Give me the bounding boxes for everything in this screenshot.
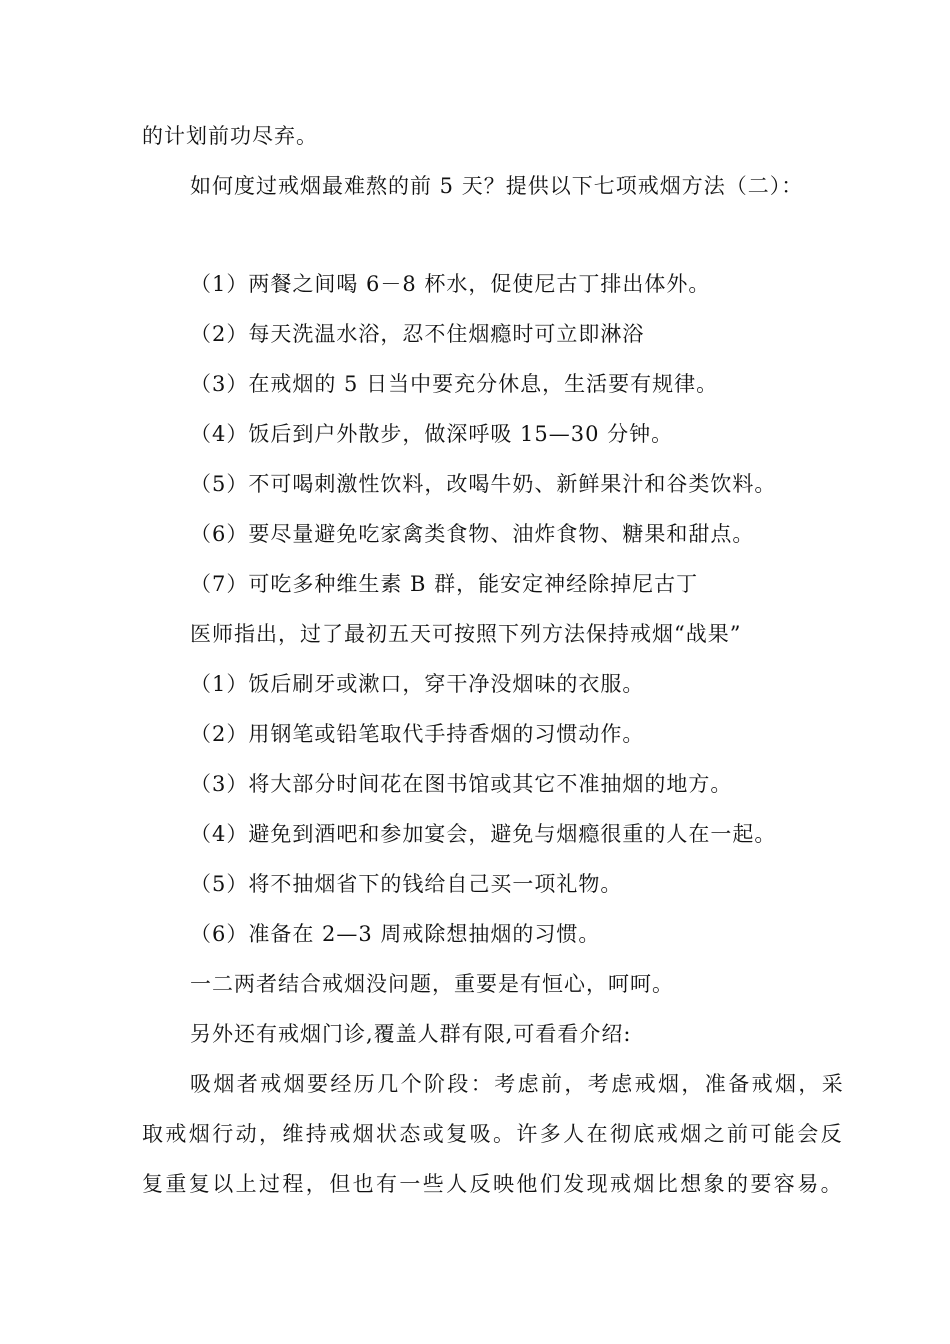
paragraph-line-3: 复重复以上过程，但也有一些人反映他们发现戒烟比想象的要容易。	[142, 1172, 844, 1196]
list-item-method-3: （3）在戒烟的 5 日当中要充分休息，生活要有规律。	[190, 372, 719, 396]
list-item-method-7: （7）可吃多种维生素 B 群，能安定神经除掉尼古丁	[190, 572, 699, 596]
list-item-keep-6: （6）准备在 2—3 周戒除想抽烟的习惯。	[190, 922, 601, 946]
paragraph-line-2: 取戒烟行动，维持戒烟状态或复吸。许多人在彻底戒烟之前可能会反	[142, 1122, 844, 1146]
text-line-summary: 一二两者结合戒烟没问题，重要是有恒心，呵呵。	[190, 972, 674, 996]
list-item-method-6: （6）要尽量避免吃家禽类食物、油炸食物、糖果和甜点。	[190, 522, 755, 546]
list-item-method-2: （2）每天洗温水浴，忍不住烟瘾时可立即淋浴	[190, 322, 645, 346]
list-item-method-4: （4）饭后到户外散步，做深呼吸 15—30 分钟。	[190, 422, 674, 446]
text-line-intro: 如何度过戒烟最难熬的前 5 天？提供以下七项戒烟方法（二）：	[190, 174, 804, 198]
list-item-keep-3: （3）将大部分时间花在图书馆或其它不准抽烟的地方。	[190, 772, 733, 796]
list-item-keep-4: （4）避免到酒吧和参加宴会，避免与烟瘾很重的人在一起。	[190, 822, 777, 846]
list-item-keep-2: （2）用钢笔或铅笔取代手持香烟的习惯动作。	[190, 722, 645, 746]
text-line-doctor: 医师指出，过了最初五天可按照下列方法保持戒烟“战果”	[190, 622, 742, 646]
text-line-clinic: 另外还有戒烟门诊,覆盖人群有限,可看看介绍:	[190, 1022, 632, 1046]
list-item-method-1: （1）两餐之间喝 6－8 杯水，促使尼古丁排出体外。	[190, 272, 711, 296]
text-line-continuation: 的计划前功尽弃。	[142, 124, 318, 148]
list-item-method-5: （5）不可喝刺激性饮料，改喝牛奶、新鲜果汁和谷类饮料。	[190, 472, 777, 496]
list-item-keep-5: （5）将不抽烟省下的钱给自己买一项礼物。	[190, 872, 623, 896]
paragraph-line-1: 吸烟者戒烟要经历几个阶段：考虑前，考虑戒烟，准备戒烟，采	[190, 1072, 846, 1096]
list-item-keep-1: （1）饭后刷牙或漱口，穿干净没烟味的衣服。	[190, 672, 645, 696]
